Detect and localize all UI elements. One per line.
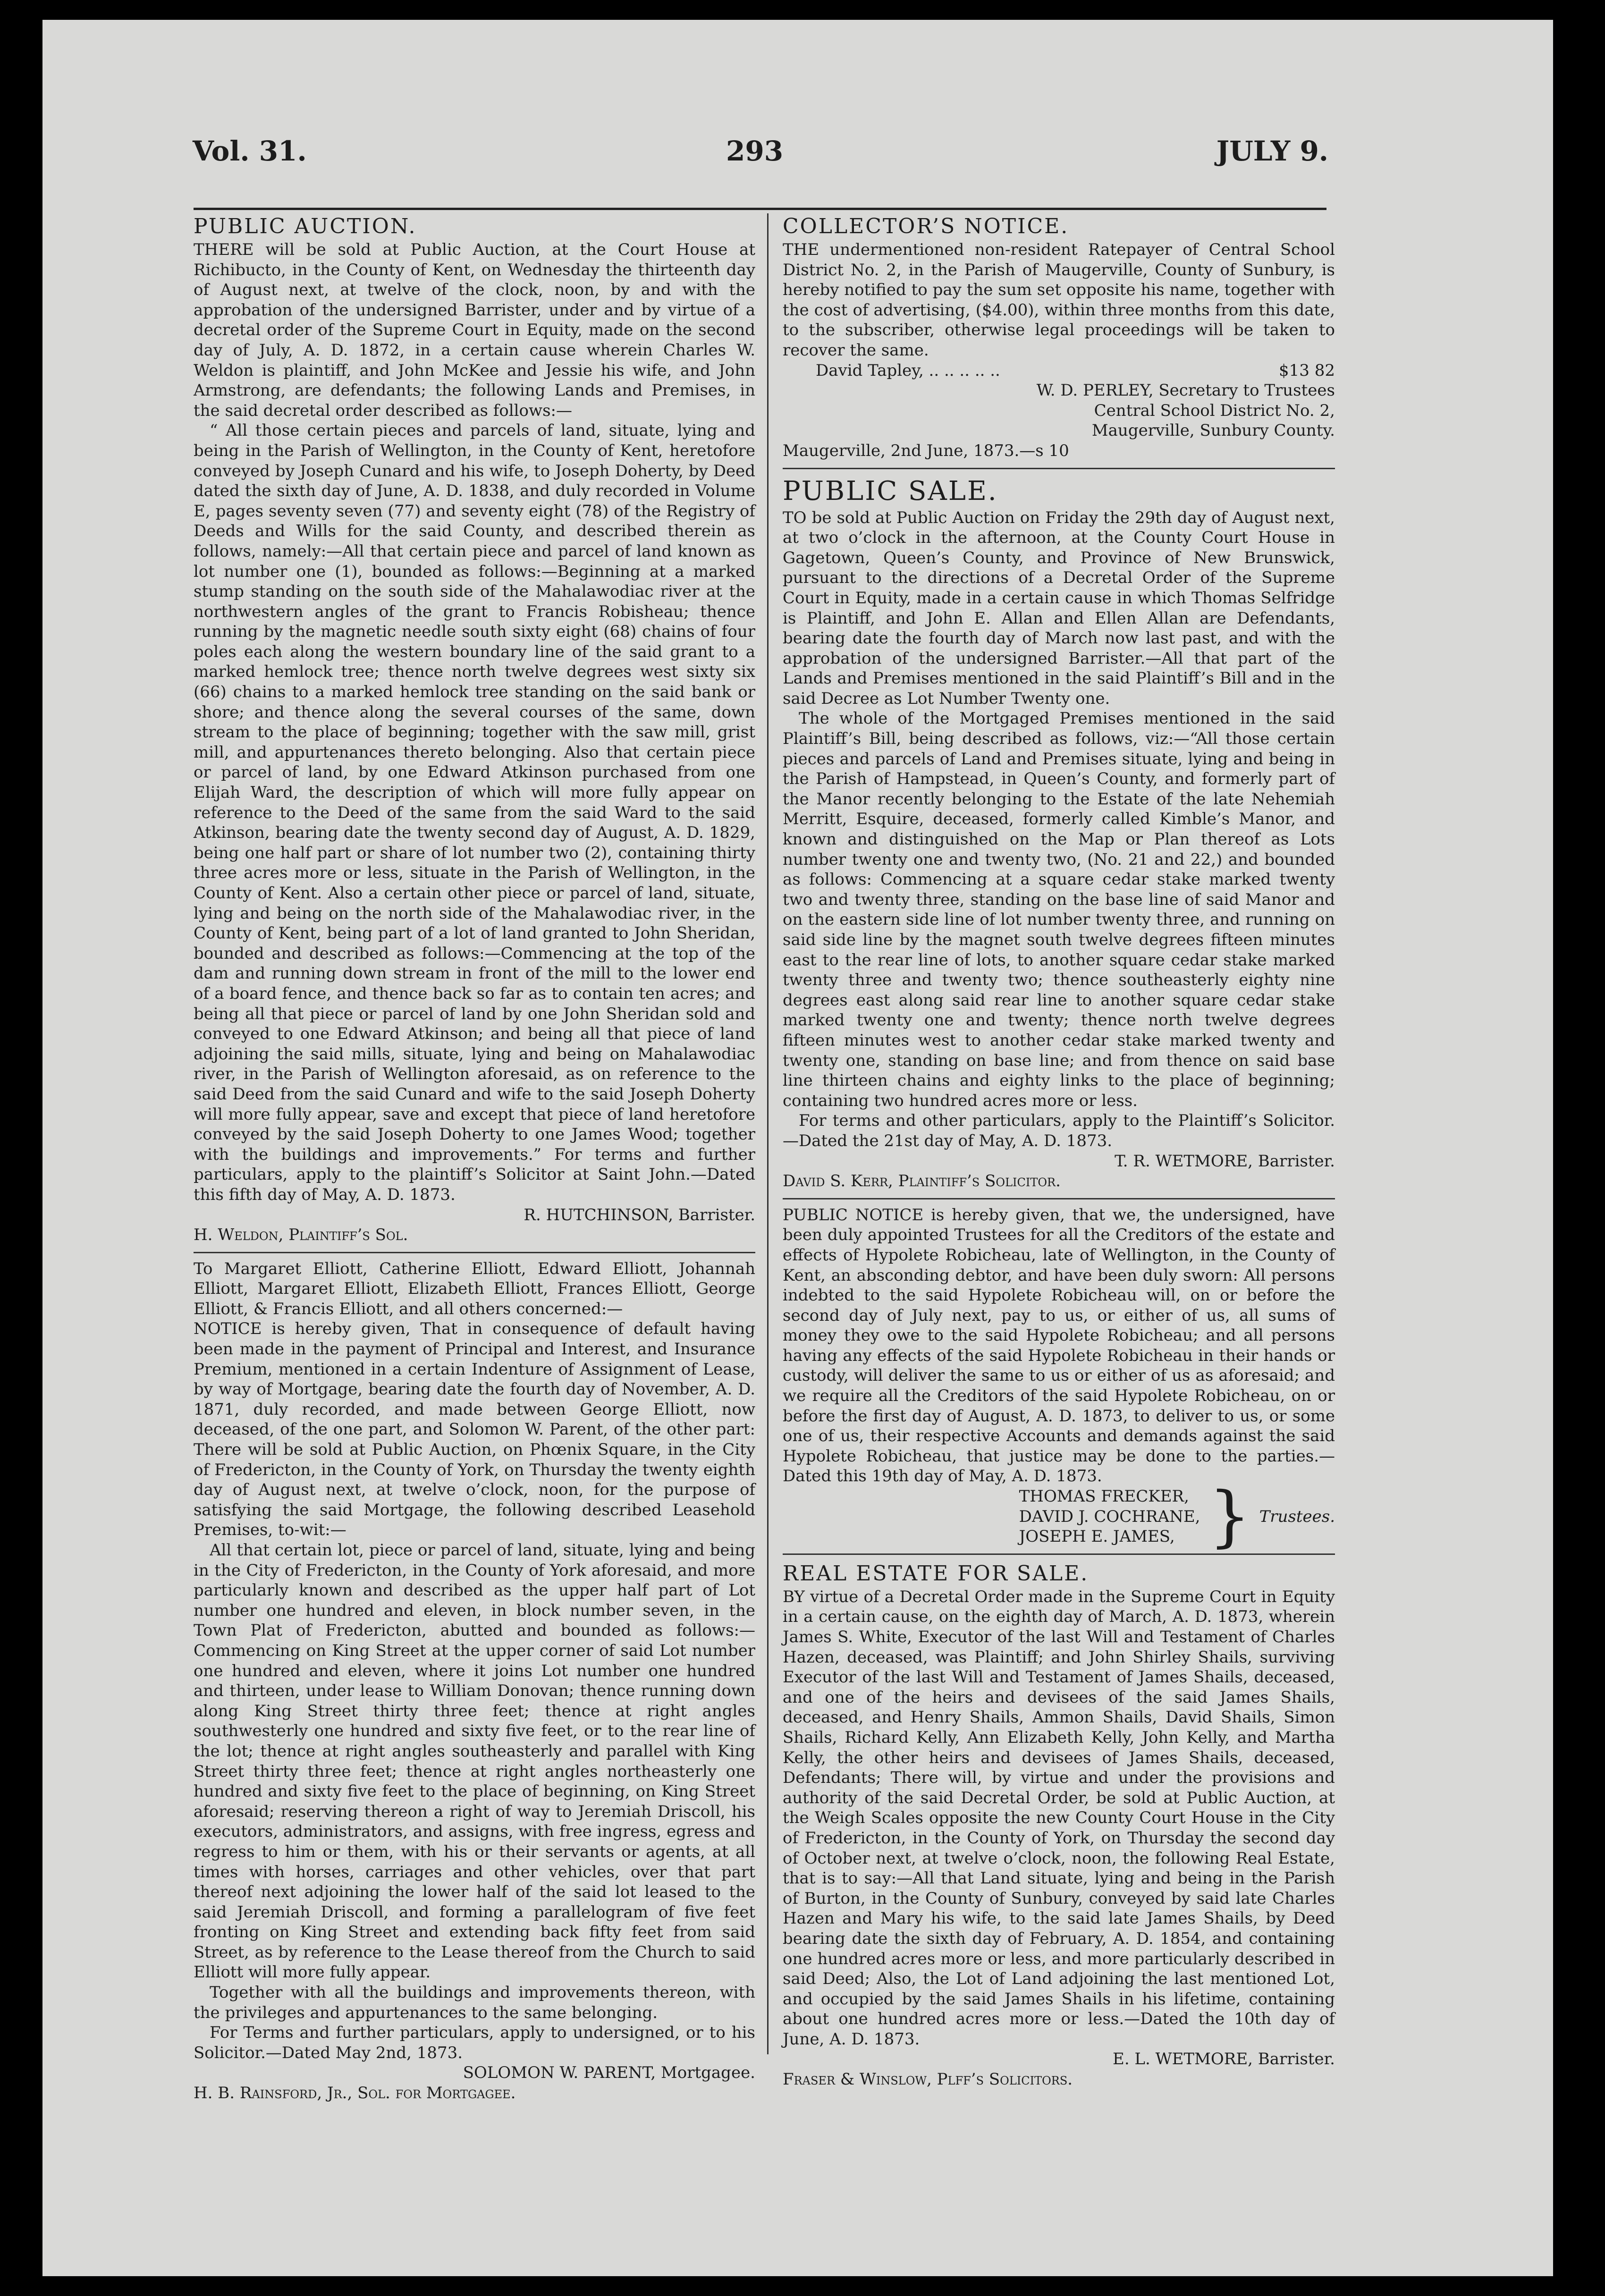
collector-district: Central School District No. 2, (1094, 401, 1335, 420)
mortgage-terms: For Terms and further particulars, apply to undersigned, or to his Solicitor.—Dated May 2nd, 1873. (194, 2023, 755, 2062)
public-auction-intro: THERE will be sold at Public Auction, at the Court House at Richibucto, in the County of Kent, on Wednesday the thirteenth day of August next, at twelve of the clock, noon, by and with the approbation of the undersigned Barrister, under and by virtue of a decretal order of the Supreme Court in Equity, made on the second day of July, A. D. 1872, in a certain cause wherein Charles W. Weldon is plaintiff, and John McKee and Jessie his wife, and John Armstrong, are defendants; the following Lands and Premises, in the said decretal order described as follows:— (194, 240, 755, 420)
mortgage-buildings: Together with all the buildings and improvements thereon, with the privileges and appurtenances to the same belonging. (194, 1983, 755, 2022)
mortgage-solicitor: H. B. Rainsford, Jr., Sol. for Mortgagee. (194, 2084, 516, 2103)
public-auction-signature: R. HUTCHINSON, Barrister. (524, 1205, 755, 1224)
mortgage-lot-description: All that certain lot, piece or parcel of land, situate, lying and being in the City of Fredericton, in the County of York aforesaid, and more particularly known and described as the upper half part of Lot number one hundred and eleven, in block number seven, in the Town Plat of Fredericton, abutted and bounded as follows:—Commencing on King Street at the upper corner of said Lot number one hundred and eleven, where it joins Lot number one hundred and thirteen, under lease to William Donovan; thence running down along King Street thirty three feet; thence at right angles southwesterly one hundred and sixty five feet, or to the rear line of the lot; thence at right angles southeasterly and parallel with King Street thirty three feet; thence at right angles northeasterly one hundred and sixty five feet to the place of beginning, on King Street aforesaid; reserving thereon a right of way to Jeremiah Driscoll, his executors, administrators, and assigns, with free ingress, egress and regress to him or them, with his or their servants or agents, at all times with horses, carriages and other vehicles, over that part thereof next adjoining the lower half of the said lot leased to the said Jeremiah Driscoll, and forming a parallelogram of five feet fronting on King Street and extending back fifty feet from said Street, as by reference to the Lease thereof from the Church to said Elliott will more fully appear. (194, 1541, 755, 1982)
public-sale-solicitor: David S. Kerr, Plaintiff’s Solicitor. (783, 1172, 1061, 1191)
real-estate-signature: E. L. WETMORE, Barrister. (1113, 2050, 1335, 2069)
volume-label: Vol. 31. (193, 135, 307, 167)
ratepayer-row (783, 361, 1335, 381)
header-rule (194, 208, 1326, 210)
brace-glyph: } (1208, 1477, 1251, 1555)
trustee-name: JOSEPH E. JAMES, (1019, 1527, 1175, 1546)
mortgage-signature: SOLOMON W. PARENT, Mortgagee. (463, 2063, 755, 2083)
public-sale-title: PUBLIC SALE. (783, 475, 998, 506)
mortgage-addressees: To Margaret Elliott, Catherine Elliott, Edward Elliott, Johannah Elliott, Margaret Elliott, Elizabeth Elliott, Frances Elliott, George Elliott, & Francis Elliott, and all others concerned:— (194, 1259, 755, 1318)
public-auction-title: PUBLIC AUCTION. (194, 214, 417, 238)
page-header (193, 135, 1328, 182)
collector-place: Maugerville, Sunbury County. (1091, 421, 1335, 440)
trustee-name: DAVID J. COCHRANE, (1019, 1507, 1200, 1526)
page-number: 293 (726, 135, 784, 167)
real-estate-text: BY virtue of a Decretal Order made in the Supreme Court in Equity in a certain cause, on the eighth day of March, A. D. 1873, wherein James S. White, Executor of the last Will and Testament of Charles Hazen, deceased, was Plaintiff; and John Shirley Shails, surviving Executor of the last Will and Testament of James Shails, deceased, and one of the heirs and devisees of the said James Shails, deceased, and Henry Shails, Ammon Shails, David Shails, Simon Shails, Richard Kelly, Ann Elizabeth Kelly, John Kelly, and Martha Kelly, the other heirs and devisees of James Shails, deceased, Defendants; There will, by virtue and under the provisions and authority of the said Decretal Order, be sold at Public Auction, at the Weigh Scales opposite the new County Court House in the City of Fredericton, in the County of York, on Thursday the second day of October next, at twelve o’clock, noon, the following Real Estate, that is to say:—All that Land situate, lying and being in the Parish of Burton, in the County of Sunbury, conveyed by said late Charles Hazen and Mary his wife, to the said late James Shails, by Deed bearing date the sixth day of February, A. D. 1854, and containing one hundred acres more or less, and more particularly described in said Deed; Also, the Lot of Land adjoining the last mentioned Lot, and occupied by the said James Shails in his lifetime, containing about one hundred acres more or less.—Dated the 10th day of June, A. D. 1873. (783, 1587, 1335, 2049)
public-sale-description: The whole of the Mortgaged Premises mentioned in the said Plaintiff’s Bill, being described as follows, viz:—“All those certain pieces and parcels of Land and Premises situate, lying and being in the Parish of Hampstead, in Queen’s County, and formerly part of the Manor recently belonging to the Estate of the late Nehemiah Merritt, Esquire, deceased, formerly called Kimble’s Manor, and known and distinguished on the Map or Plan thereof as Lots number twenty one and twenty two, (No. 21 and 22,) and bounded as follows: Commencing at a square cedar stake marked twenty two and twenty three, standing on the base line of said Manor and on the eastern side line of lot number twenty three, and running on said side line by the magnet south twelve degrees fifteen minutes east to the rear line of lots, to another square cedar stake marked twenty three and twenty two; thence southeasterly eighty nine degrees east along said rear line to another square cedar stake marked twenty one and twenty; thence north twelve degrees fifteen minutes west to another cedar stake marked twenty and twenty one, standing on base line; and from thence on said base line thirteen chains and eighty links to the place of beginning; containing two hundred acres more or less. (783, 709, 1335, 1110)
ratepayer-amount: $13 82 (1279, 361, 1335, 380)
section-rule (783, 468, 1335, 469)
section-rule (194, 1252, 755, 1253)
trustee-signatures (783, 1477, 1335, 1555)
trustee-name: THOMAS FRECKER, (1019, 1487, 1189, 1506)
issue-date: JULY 9. (1216, 135, 1328, 167)
trustees-label: Trustees. (1259, 1507, 1335, 1526)
real-estate-solicitors: Fraser & Winslow, Plff’s Solicitors. (783, 2070, 1073, 2089)
public-sale-signature: T. R. WETMORE, Barrister. (1115, 1151, 1335, 1171)
column-divider (767, 213, 769, 2054)
mortgage-notice: NOTICE is hereby given, That in consequence of default having been made in the payment of Principal and Interest, and Insurance Premium, mentioned in a certain Indenture of Assignment of Lease, by way of Mortgage, bearing date the fourth day of November, A. D. 1871, duly recorded, and made between George Elliott, now deceased, of the one part, and Solomon W. Parent, of the other part: There will be sold at Public Auction, on Phœnix Square, in the City of Fredericton, in the County of York, on Thursday the twenty eighth day of August next, at twelve o’clock, noon, for the purpose of satisfying the said Mortgage, the following described Leasehold Premises, to-wit:— (194, 1319, 755, 1540)
public-auction-solicitor: H. Weldon, Plaintiff’s Sol. (194, 1225, 408, 1245)
collectors-notice-text: THE undermentioned non-resident Ratepayer of Central School District No. 2, in the Parish of Maugerville, County of Sunbury, is hereby notified to pay the sum set opposite his name, together with the cost of advertising, ($4.00), within three months from this date, to the subscriber, otherwise legal proceedings will be taken to recover the same. (783, 240, 1335, 360)
section-rule (783, 1553, 1335, 1555)
collector-signature: W. D. PERLEY, Secretary to Trustees (1036, 381, 1335, 400)
public-auction-description: “ All those certain pieces and parcels of land, situate, lying and being in the Parish of Wellington, in the County of Kent, heretofore conveyed by Joseph Cunard and his wife, to Joseph Doherty, by Deed dated the sixth day of June, A. D. 1838, and duly recorded in Volume E, pages seventy seven (77) and seventy eight (78) of the Registry of Deeds and Wills for the said County, and described therein as follows, namely:—All that certain piece and parcel of land known as lot number one (1), bounded as follows:—Beginning at a marked stump standing on the south side of the Mahalawodiac river at the northwestern angles of the grant to Francis Robisheau; thence running by the magnetic needle south sixty eight (68) chains of four poles each along the western boundary line of the said grant to a marked hemlock tree; thence north twelve degrees west sixty six (66) chains to a marked hemlock tree standing on the said bank or shore; and thence along the several courses of the same, down stream to the place of beginning; together with the saw mill, grist mill, and appurtenances thereto belonging. Also that certain piece or parcel of land, by one Edward Atkinson purchased from one Elijah Ward, the description of which will more fully appear on reference to the Deed of the same from the said Ward to the said Atkinson, bearing date the twenty second day of August, A. D. 1829, being one half part or share of lot number two (2), containing thirty three acres more or less, situate in the Parish of Wellington, in the County of Kent. Also a certain other piece or parcel of land, situate, lying and being on the north side of the Mahalawodiac river, in the County of Kent, being part of a lot of land granted to John Sheridan, bounded and described as follows:—Commencing at the top of the dam and running down stream in front of the mill to the lower end of a board fence, and thence back so far as to contain ten acres; and being all that piece or parcel of land by one John Sheridan sold and conveyed to one Edward Atkinson; and being all that piece of land adjoining the said mills, situate, lying and being on Mahalawodiac river, in the Parish of Wellington aforesaid, as on reference to the said Deed from the said Cunard and wife to the said Joseph Doherty will more fully appear, save and except that piece of land heretofore conveyed by the said Joseph Doherty to one James Wood; together with the buildings and improvements.” For terms and further particulars, apply to the plaintiff’s Solicitor at Saint John.—Dated this fifth day of May, A. D. 1873. (194, 421, 755, 1204)
right-column (783, 213, 1335, 2090)
section-rule (783, 1198, 1335, 1199)
public-sale-terms: For terms and other particulars, apply to the Plaintiff’s Solicitor.—Dated the 21st day of May, A. D. 1873. (783, 1111, 1335, 1150)
trustee-notice: PUBLIC NOTICE is hereby given, that we, the undersigned, have been duly appointed Trustees for all the Creditors of the estate and effects of Hypolete Robicheau, late of Wellington, in the County of Kent, an absconding debtor, and have been duly sworn: All persons indebted to the said Hypolete Robicheau will, on or before the second day of July next, pay to us, or either of us, all sums of money they owe to the said Hypolete Robicheau; and all persons having any effects of the said Hypolete Robicheau in their hands or custody, will deliver the same to us or either of us as aforesaid; and we require all the Creditors of the said Hypolete Robicheau, on or before the first day of August, A. D. 1873, to deliver to us, or some one of us, their respective Accounts and demands against the said Hypolete Robicheau, that justice may be done to the parties.—Dated this 19th day of May, A. D. 1873. (783, 1205, 1335, 1486)
collectors-notice-title: COLLECTOR’S NOTICE. (783, 214, 1069, 238)
public-sale-intro: TO be sold at Public Auction on Friday the 29th day of August next, at two o’clock in the afternoon, at the County Court House in Gagetown, Queen’s County, and Province of New Brunswick, pursuant to the directions of a Decretal Order of the Supreme Court in Equity, made in a certain cause in which Thomas Selfridge is Plaintiff, and John E. Allan and Ellen Allan are Defendants, bearing date the fourth day of March now last past, and with the approbation of the undersigned Barrister.—All that part of the Lands and Premises mentioned in the said Plaintiff’s Bill and in the said Decree as Lot Number Twenty one. (783, 508, 1335, 708)
ratepayer-name: David Tapley, .. .. .. .. .. (816, 361, 1000, 380)
collector-date: Maugerville, 2nd June, 1873.—s 10 (783, 441, 1069, 460)
left-column (194, 213, 755, 2103)
real-estate-title: REAL ESTATE FOR SALE. (783, 1561, 1089, 1586)
